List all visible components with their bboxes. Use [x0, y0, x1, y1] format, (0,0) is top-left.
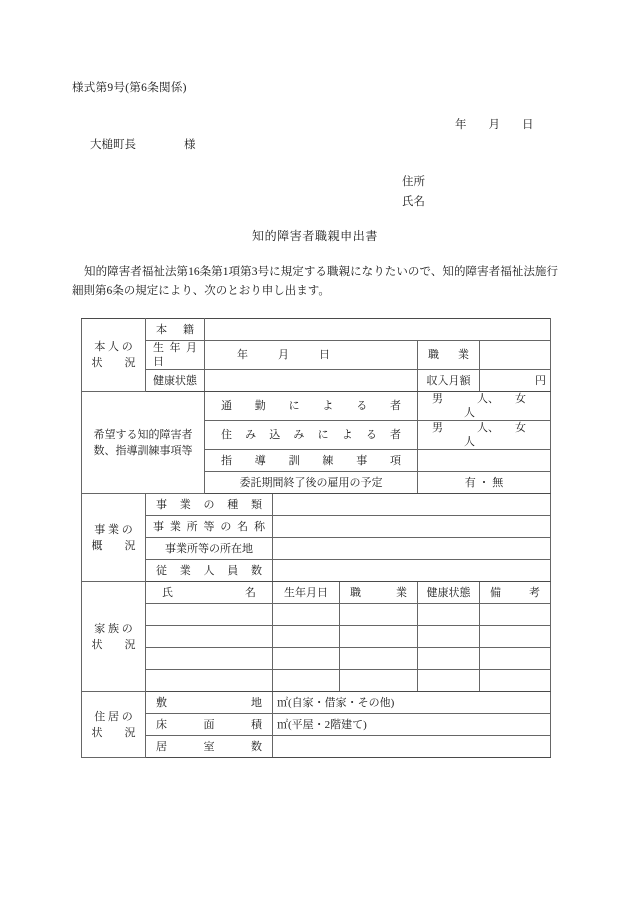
dob-day-label: 日: [319, 349, 330, 361]
land-note: (自家・借家・その他): [288, 696, 395, 709]
applicant-block: [402, 172, 425, 212]
section-label-family: [82, 582, 146, 692]
family-cell-occupation[interactable]: [340, 648, 418, 670]
field-value-training[interactable]: [418, 450, 551, 472]
section-label-housing: [82, 692, 146, 758]
field-label-dob: 生 年 月 日: [146, 341, 205, 370]
addressee: [90, 136, 196, 152]
section-label-family-line2: 状 況: [91, 638, 136, 651]
field-value-income[interactable]: [480, 370, 551, 392]
field-value-employment-plan[interactable]: 有 ・ 無: [418, 472, 551, 494]
livein-male-unit: 人、: [477, 422, 499, 434]
table-row: [82, 736, 551, 758]
table-row: [82, 494, 551, 516]
field-value-livein-count[interactable]: [418, 421, 551, 450]
table-row: [82, 626, 551, 648]
section-label-business: [82, 494, 146, 582]
field-value-dob[interactable]: [205, 341, 418, 370]
family-cell-occupation[interactable]: [340, 626, 418, 648]
field-label-employee-count: 従 業 人 員 数: [146, 560, 273, 582]
table-row: [82, 582, 551, 604]
date-year: 年: [455, 119, 467, 131]
section-label-housing-line1: 住 居 の: [94, 710, 133, 723]
section-label-personal-line1: 本 人 の: [94, 341, 133, 353]
intro-paragraph: 知的障害者福祉法第16条第1項第3号に規定する職親になりたいので、知的障害者福祉法施行細則第6条の規定により、次のとおり申し出ます。: [72, 266, 558, 297]
field-value-employee-count[interactable]: [273, 560, 551, 582]
table-row: [82, 670, 551, 692]
table-row: [82, 370, 551, 392]
field-label-health: 健康状態: [146, 370, 205, 392]
table-row: [82, 648, 551, 670]
family-cell-dob[interactable]: [273, 604, 340, 626]
family-cell-name[interactable]: [146, 604, 273, 626]
section-label-business-line1: 事 業 の: [94, 523, 133, 536]
family-cell-health[interactable]: [418, 670, 480, 692]
section-label-request-line1: 希望する知的障害者: [93, 428, 193, 441]
field-value-business-name[interactable]: [273, 516, 551, 538]
section-label-personal-line2: 状 況: [91, 357, 136, 369]
column-header-family-remarks: 備 考: [480, 582, 551, 604]
floor-note: (平屋・2階建て): [288, 718, 367, 731]
applicant-address-label: 住所: [402, 176, 425, 188]
field-label-commute: 通 勤 に よ る 者: [205, 392, 418, 421]
family-cell-remarks[interactable]: [480, 626, 551, 648]
field-label-income: 収入月額: [418, 370, 480, 392]
family-cell-dob[interactable]: [273, 648, 340, 670]
income-unit: 円: [535, 374, 547, 387]
field-label-room-count: 居 室 数: [146, 736, 273, 758]
field-value-land[interactable]: [273, 692, 551, 714]
table-row: [82, 319, 551, 341]
applicant-name-label: 氏名: [402, 196, 425, 208]
date-day: 日: [522, 119, 534, 131]
field-label-business-name: 事 業 所 等 の 名 称: [146, 516, 273, 538]
commute-male-label: 男: [432, 393, 443, 405]
livein-male-label: 男: [432, 422, 443, 434]
addressee-honorific: 様: [184, 139, 196, 151]
family-cell-health[interactable]: [418, 648, 480, 670]
family-cell-health[interactable]: [418, 604, 480, 626]
section-label-housing-line2: 状 況: [91, 726, 136, 739]
field-label-livein: 住 み 込 み に よ る 者: [205, 421, 418, 450]
field-value-room-count[interactable]: [273, 736, 551, 758]
field-label-employment-plan: 委託期間終了後の雇用の予定: [205, 472, 418, 494]
column-header-family-health: 健康状態: [418, 582, 480, 604]
application-table: [81, 318, 551, 758]
family-cell-name[interactable]: [146, 626, 273, 648]
field-label-floor-area: 床 面 積: [146, 714, 273, 736]
field-label-business-location: 事業所等の所在地: [146, 538, 273, 560]
field-label-training: 指 導 訓 練 事 項: [205, 450, 418, 472]
family-cell-remarks[interactable]: [480, 648, 551, 670]
family-cell-dob[interactable]: [273, 670, 340, 692]
section-label-family-line1: 家 族 の: [94, 622, 133, 635]
field-value-honseki[interactable]: [205, 319, 551, 341]
table-row: [82, 604, 551, 626]
field-label-land: 敷 地: [146, 692, 273, 714]
dob-month-label: 月: [278, 349, 289, 361]
livein-female-unit: 人: [464, 436, 475, 448]
field-label-occupation: 職 業: [418, 341, 480, 370]
table-row: [82, 538, 551, 560]
column-header-family-dob: 生年月日: [273, 582, 340, 604]
section-label-personal: [82, 319, 146, 392]
table-row: [82, 392, 551, 421]
family-cell-dob[interactable]: [273, 626, 340, 648]
family-cell-occupation[interactable]: [340, 604, 418, 626]
commute-female-label: 女: [515, 393, 526, 405]
table-row: [82, 714, 551, 736]
field-value-business-location[interactable]: [273, 538, 551, 560]
dob-year-label: 年: [237, 349, 248, 361]
field-value-commute-count[interactable]: [418, 392, 551, 421]
table-row: [82, 341, 551, 370]
section-label-business-line2: 概 況: [91, 539, 136, 552]
field-label-business-type: 事 業 の 種 類: [146, 494, 273, 516]
section-label-request: [82, 392, 205, 494]
family-cell-remarks[interactable]: [480, 670, 551, 692]
field-value-occupation[interactable]: [480, 341, 551, 370]
column-header-family-name: 氏 名: [146, 582, 273, 604]
land-unit: ㎡: [277, 696, 288, 709]
floor-unit: ㎡: [277, 718, 288, 731]
family-cell-occupation[interactable]: [340, 670, 418, 692]
family-cell-remarks[interactable]: [480, 604, 551, 626]
date-month: 月: [488, 119, 500, 131]
field-value-health[interactable]: [205, 370, 418, 392]
field-label-honseki: 本 籍: [146, 319, 205, 341]
section-label-request-line2: 数、指導訓練事項等: [93, 444, 193, 457]
family-cell-name[interactable]: [146, 648, 273, 670]
livein-female-label: 女: [515, 422, 526, 434]
family-cell-name[interactable]: [146, 670, 273, 692]
document-title: 知的障害者職親申出書: [251, 229, 378, 243]
table-row: [82, 516, 551, 538]
commute-male-unit: 人、: [477, 393, 499, 405]
column-header-family-occupation: 職 業: [340, 582, 418, 604]
commute-female-unit: 人: [464, 407, 475, 419]
table-row: [82, 692, 551, 714]
form-code: 様式第9号(第6条関係): [72, 82, 187, 94]
field-value-floor-area[interactable]: [273, 714, 551, 736]
table-row: [82, 560, 551, 582]
family-cell-health[interactable]: [418, 626, 480, 648]
date-line: [455, 116, 534, 132]
addressee-name: 大槌町長: [90, 139, 136, 151]
field-value-business-type[interactable]: [273, 494, 551, 516]
